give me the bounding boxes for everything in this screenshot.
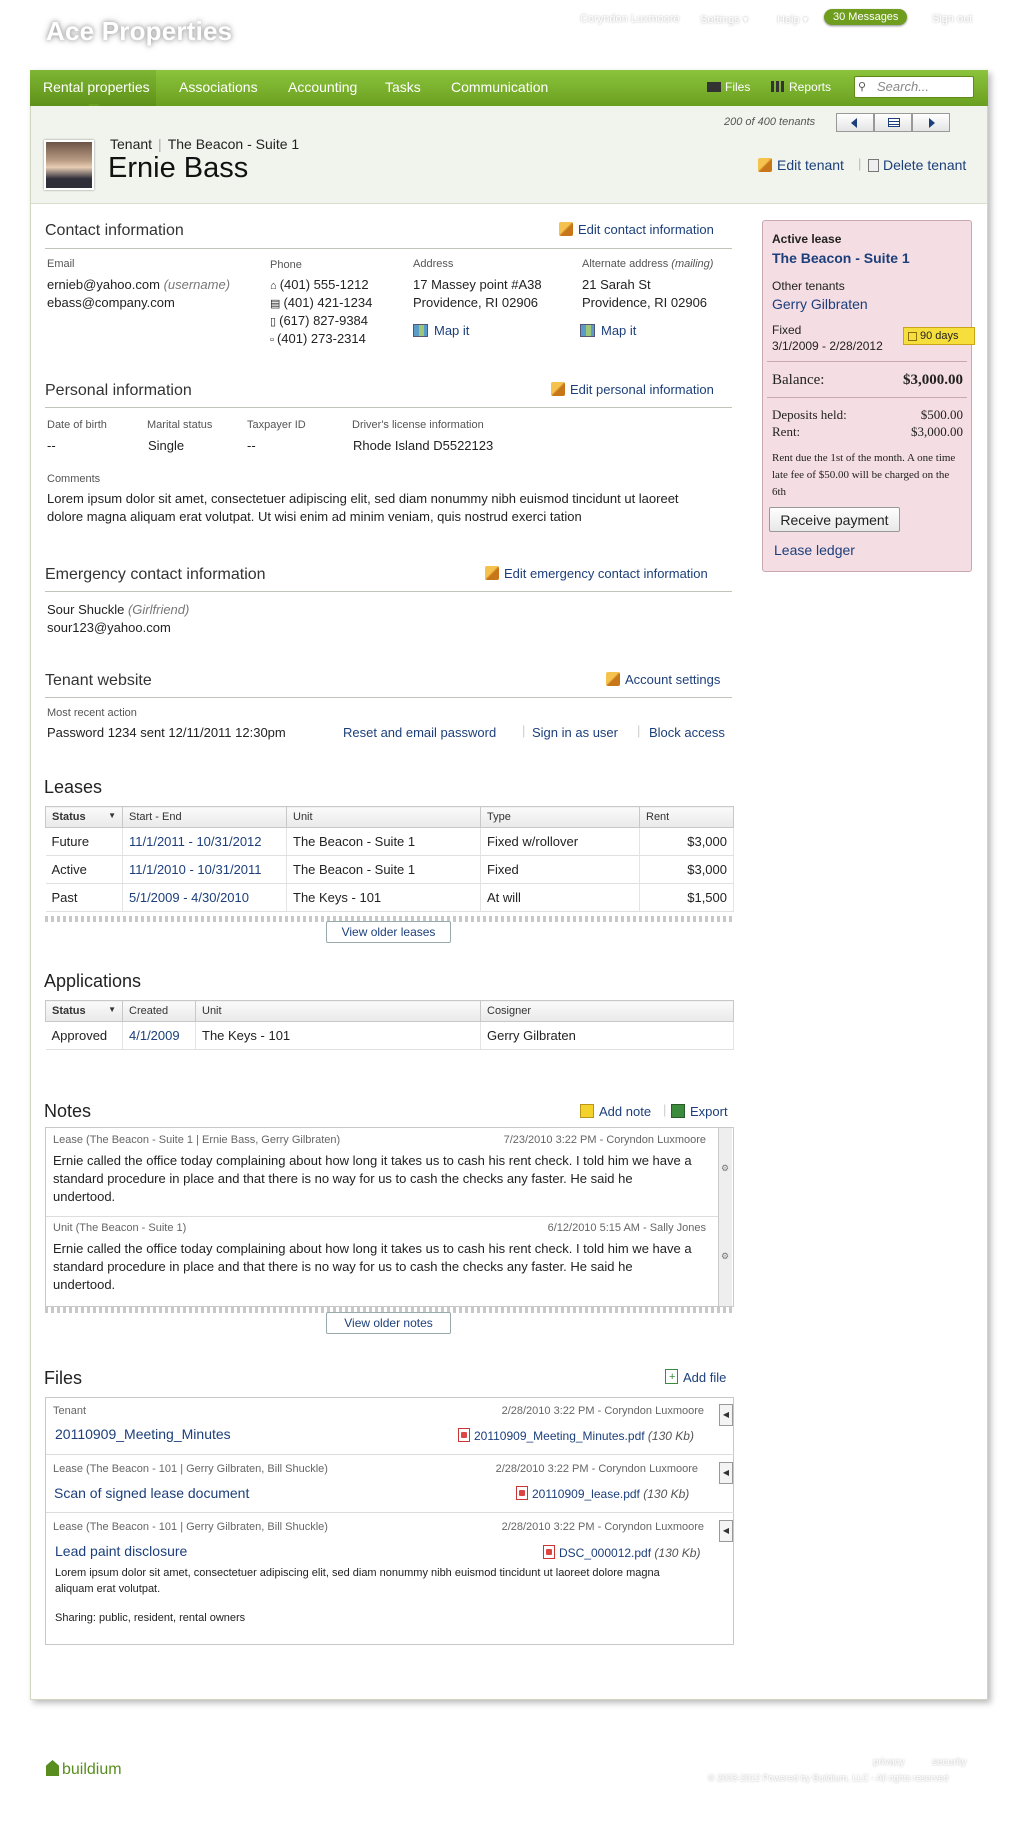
section-divider <box>45 407 732 408</box>
tenant-property[interactable]: The Beacon - Suite 1 <box>167 136 300 152</box>
lease-status: Past <box>46 884 123 912</box>
pdf-icon <box>516 1486 528 1500</box>
marital-value: Single <box>148 438 185 453</box>
taxpayer-value: -- <box>247 438 256 453</box>
email-label: Email <box>47 258 75 270</box>
file-size: (130 Kb) <box>647 1429 694 1443</box>
settings-link[interactable] <box>700 13 748 26</box>
section-divider <box>45 248 732 249</box>
divider: | <box>637 723 641 738</box>
recent-action-value: Password 1234 sent 12/11/2011 12:30pm <box>47 725 286 740</box>
view-older-notes-button[interactable]: View older notes <box>326 1312 451 1334</box>
add-file-button[interactable] <box>665 1369 726 1385</box>
search-icon: ⚲ <box>858 81 867 93</box>
lease-type: Fixed <box>481 856 640 884</box>
phone-value: (401) 273-2314 <box>276 331 366 346</box>
nav-rental-properties[interactable]: Rental properties <box>43 79 150 95</box>
excel-icon <box>671 1104 685 1118</box>
pencil-icon <box>606 672 620 686</box>
main-nav <box>30 70 988 106</box>
next-button[interactable] <box>912 113 950 132</box>
lease-terms: Rent due the 1st of the month. A one time late fee of $50.00 will be charged on the 6th <box>772 452 956 498</box>
tenant-role: Tenant <box>110 136 153 152</box>
add-file-label: Add file <box>683 1370 727 1385</box>
notes-scrollbar[interactable] <box>718 1128 732 1306</box>
alt-address-line2: Providence, RI 02906 <box>582 295 708 310</box>
alt-map-it-link[interactable] <box>580 323 636 338</box>
alt-address-note: (mailing) <box>671 258 714 270</box>
file-context: Lease (The Beacon - 101 | Gerry Gilbraten, Bill Shuckle) <box>53 1463 328 1475</box>
alt-address-label <box>582 258 713 270</box>
export-label: Export <box>690 1104 728 1119</box>
table-row[interactable] <box>46 884 734 912</box>
days-remaining: 90 days <box>920 330 959 342</box>
map-icon <box>580 324 595 337</box>
marital-label: Marital status <box>147 419 213 431</box>
note-divider <box>46 1216 718 1217</box>
table-row[interactable] <box>46 856 734 884</box>
prev-button[interactable] <box>836 113 874 132</box>
lease-unit: The Keys - 101 <box>287 884 481 912</box>
lease-rent: $1,500 <box>640 884 734 912</box>
application-status: Approved <box>46 1022 123 1050</box>
chevron-down-icon: ▾ <box>799 14 809 26</box>
applications-title: Applications <box>44 971 142 991</box>
file-meta: 2/28/2010 3:22 PM - Coryndon Luxmoore <box>501 1521 704 1533</box>
block-access-link[interactable]: Block access <box>649 725 725 740</box>
pencil-icon <box>758 158 772 172</box>
account-settings-button[interactable] <box>606 672 720 687</box>
lease-type: At will <box>481 884 640 912</box>
edit-emergency-button[interactable] <box>485 566 708 581</box>
application-created[interactable]: 4/1/2009 <box>123 1022 196 1050</box>
brand-text: buildium <box>62 1761 122 1778</box>
delete-tenant-label: Delete tenant <box>883 157 967 173</box>
building-icon: ▤ <box>270 298 284 310</box>
email-secondary[interactable]: ebass@company.com <box>47 295 175 310</box>
taxpayer-label: Taxpayer ID <box>247 419 306 431</box>
search-input[interactable]: Search... <box>854 76 974 98</box>
pencil-icon <box>551 382 565 396</box>
emergency-section-title: Emergency contact information <box>45 566 266 583</box>
active-lease-title: Active lease <box>772 232 842 246</box>
balance-value: $3,000.00 <box>903 372 963 388</box>
messages-badge[interactable]: 30 Messages <box>824 9 907 25</box>
divider: | <box>522 723 526 738</box>
add-note-label: Add note <box>599 1104 652 1119</box>
rent-value: $3,000.00 <box>911 424 963 439</box>
contact-section-title: Contact information <box>45 222 184 239</box>
phone-label: Phone <box>270 259 302 271</box>
files-title: Files <box>44 1368 83 1388</box>
comments-value: Lorem ipsum dolor sit amet, consectetuer adipiscing elit, sed diam nonummy nibh euismod tincidunt ut laoreet dolore magna aliquam erat volutpat. Ut wisi enim ad minim veniam, quis nostrud exerci tation <box>47 491 679 524</box>
dob-value: -- <box>47 438 56 453</box>
nav-associations[interactable]: Associations <box>179 79 258 95</box>
dob-label: Date of birth <box>47 419 107 431</box>
file-attachment[interactable] <box>516 1486 689 1501</box>
edit-emergency-label: Edit emergency contact information <box>504 566 708 581</box>
email-primary-link[interactable]: ernieb@yahoo.com <box>47 277 160 292</box>
col-unit[interactable]: Unit <box>287 807 481 828</box>
nav-communication[interactable]: Communication <box>451 79 549 95</box>
scroll-handle-icon[interactable]: ⚙ <box>720 1251 730 1261</box>
edit-contact-label: Edit contact information <box>578 222 714 237</box>
leases-table <box>45 806 734 912</box>
notes-title: Notes <box>44 1101 92 1121</box>
nav-reports[interactable] <box>771 80 831 94</box>
emergency-email: sour123@yahoo.com <box>47 620 171 635</box>
map-icon <box>413 324 428 337</box>
col-type[interactable]: Type <box>481 807 640 828</box>
file-context: Lease (The Beacon - 101 | Gerry Gilbraten, Bill Shuckle) <box>53 1521 328 1533</box>
note-context: Unit (The Beacon - Suite 1) <box>53 1222 187 1234</box>
table-header-row <box>46 1001 734 1022</box>
table-row[interactable] <box>46 828 734 856</box>
lease-status: Active <box>46 856 123 884</box>
col-cosigner[interactable]: Cosigner <box>481 1001 734 1022</box>
active-lease-unit[interactable]: The Beacon - Suite 1 <box>772 250 910 266</box>
alt-address-line1: 21 Sarah St <box>582 277 651 292</box>
nav-files[interactable] <box>707 80 750 94</box>
address-label: Address <box>413 258 454 270</box>
add-note-button[interactable] <box>580 1104 651 1119</box>
license-label: Driver's license information <box>352 419 484 431</box>
avatar <box>44 140 94 190</box>
file-size: (130 Kb) <box>643 1487 690 1501</box>
fax-icon: ▫ <box>270 334 277 346</box>
section-divider <box>45 697 732 698</box>
personal-section-title: Personal information <box>45 382 192 399</box>
list-icon <box>888 118 900 127</box>
edit-personal-label: Edit personal information <box>570 382 714 397</box>
file-sharing: Sharing: public, resident, rental owners <box>55 1612 246 1624</box>
reset-password-link[interactable]: Reset and email password <box>343 725 497 740</box>
calendar-icon <box>908 332 917 341</box>
address-line1: 17 Massey point #A38 <box>413 277 542 292</box>
page-title: Ernie Bass <box>108 152 249 184</box>
security-link[interactable]: security <box>932 1757 967 1768</box>
home-icon: ⌂ <box>270 280 280 292</box>
application-cosigner: Gerry Gilbraten <box>481 1022 734 1050</box>
file-meta: 2/28/2010 3:22 PM - Coryndon Luxmoore <box>501 1405 704 1417</box>
lease-unit: The Beacon - Suite 1 <box>287 856 481 884</box>
settings-label: Settings <box>700 14 740 26</box>
file-divider <box>46 1512 734 1513</box>
file-name-link[interactable]: 20110909_Meeting_Minutes <box>55 1426 231 1442</box>
note-meta: 7/23/2010 3:22 PM - Coryndon Luxmoore <box>503 1134 706 1146</box>
phone-value: (401) 421-1234 <box>283 295 373 310</box>
divider: | <box>158 136 162 152</box>
buildium-logo[interactable] <box>46 1760 122 1779</box>
divider <box>767 397 967 398</box>
caret-right-icon <box>929 118 935 128</box>
file-meta: 2/28/2010 3:22 PM - Coryndon Luxmoore <box>495 1463 698 1475</box>
col-rent[interactable]: Rent <box>640 807 734 828</box>
divider: | <box>858 156 862 171</box>
add-file-icon: + <box>665 1369 678 1384</box>
copyright: © 2003-2012 Powered by Buildium, LLC - All rights reserved <box>708 1773 949 1783</box>
table-row[interactable] <box>46 1022 734 1050</box>
note-meta: 6/12/2010 5:15 AM - Sally Jones <box>547 1222 706 1234</box>
section-divider <box>45 591 732 592</box>
nav-tasks[interactable]: Tasks <box>385 79 421 95</box>
file-expand-icon[interactable]: ◀ <box>719 1404 733 1426</box>
lease-dates: 3/1/2009 - 2/28/2012 <box>772 339 883 353</box>
email-primary <box>47 277 230 292</box>
edit-personal-button[interactable] <box>551 382 714 397</box>
sign-in-as-user-link[interactable]: Sign in as user <box>532 725 618 740</box>
pager-text: 200 of 400 tenants <box>724 116 816 128</box>
col-dates[interactable]: Start - End <box>123 807 287 828</box>
folder-icon <box>707 82 721 92</box>
lease-type: Fixed w/rollover <box>481 828 640 856</box>
scroll-handle-icon[interactable]: ⚙ <box>720 1163 730 1173</box>
file-name-link[interactable]: Scan of signed lease document <box>54 1485 250 1501</box>
col-status-label: Status <box>52 1005 86 1017</box>
days-remaining-badge <box>903 327 975 345</box>
export-button[interactable] <box>671 1104 728 1119</box>
sort-icon: ▼ <box>108 811 116 820</box>
lease-dates[interactable]: 11/1/2011 - 10/31/2012 <box>123 828 287 856</box>
lease-unit: The Beacon - Suite 1 <box>287 828 481 856</box>
deposits-value: $500.00 <box>920 407 963 422</box>
mobile-icon: ▯ <box>270 316 280 328</box>
other-tenants-label: Other tenants <box>772 279 845 293</box>
lease-type: Fixed <box>772 323 802 337</box>
deposits-label: Deposits held: <box>772 407 847 422</box>
other-tenant-link[interactable]: Gerry Gilbraten <box>772 296 868 312</box>
trash-icon <box>868 159 879 172</box>
lease-rent: $3,000 <box>640 828 734 856</box>
active-lease-box <box>762 220 972 572</box>
comments-label: Comments <box>47 473 101 485</box>
account-settings-label: Account settings <box>625 672 721 687</box>
file-description: Lorem ipsum dolor sit amet, consectetuer adipiscing elit, sed diam nonummy nibh euismod tincidunt ut laoreet dolore magna aliquam erat volutpat. <box>55 1567 660 1595</box>
file-size: (130 Kb) <box>654 1546 701 1560</box>
col-status-label: Status <box>52 811 86 823</box>
application-unit: The Keys - 101 <box>196 1022 481 1050</box>
edit-tenant-button[interactable] <box>758 157 844 173</box>
note-icon <box>580 1104 594 1118</box>
pencil-icon <box>559 222 573 236</box>
lease-dates[interactable]: 11/1/2010 - 10/31/2011 <box>123 856 287 884</box>
leases-title: Leases <box>44 777 103 797</box>
file-expand-icon[interactable]: ◀ <box>719 1462 733 1484</box>
caret-left-icon <box>851 118 857 128</box>
note-context: Lease (The Beacon - Suite 1 | Ernie Bass, Gerry Gilbraten) <box>53 1134 341 1146</box>
file-name-link[interactable]: Lead paint disclosure <box>55 1543 188 1559</box>
edit-contact-button[interactable] <box>559 222 714 237</box>
table-header-row <box>46 807 734 828</box>
lease-ledger-link[interactable]: Lease ledger <box>774 542 855 558</box>
col-created[interactable]: Created <box>123 1001 196 1022</box>
phone-value: (401) 555-1212 <box>279 277 369 292</box>
email-note: (username) <box>163 277 231 292</box>
pdf-icon <box>458 1428 470 1442</box>
files-label: Files <box>725 80 751 94</box>
applications-table <box>45 1000 734 1050</box>
note-text: Ernie called the office today complaining about how long it takes us to cash his rent check. I told him we have a standard procedure in place and that there is no way for us to cash the checks any faster. He said he undertood. <box>53 1153 692 1204</box>
col-unit[interactable]: Unit <box>196 1001 481 1022</box>
chevron-down-icon: ▾ <box>739 14 749 26</box>
phone-mobile <box>270 313 368 328</box>
pdf-icon <box>543 1545 555 1559</box>
tenant-breadcrumb <box>110 136 299 152</box>
lease-dates[interactable]: 5/1/2009 - 4/30/2010 <box>123 884 287 912</box>
view-older-leases-button[interactable]: View older leases <box>326 921 451 943</box>
phone-value: (617) 827-9384 <box>279 313 369 328</box>
col-status[interactable] <box>46 1001 123 1022</box>
recent-action-label: Most recent action <box>47 707 137 719</box>
file-attachment[interactable] <box>458 1428 694 1443</box>
user-name: Coryndon Luxmoore <box>580 13 680 25</box>
file-attachment[interactable] <box>543 1545 700 1560</box>
emergency-relation: (Girlfriend) <box>127 602 190 617</box>
signout-link[interactable]: Sign out <box>932 13 973 25</box>
col-status[interactable] <box>46 807 123 828</box>
phone-fax <box>270 331 366 346</box>
reports-label: Reports <box>789 80 832 94</box>
map-it-link[interactable] <box>413 323 469 338</box>
divider <box>767 361 967 362</box>
receive-payment-button[interactable]: Receive payment <box>769 507 900 532</box>
rent-label: Rent: <box>772 424 801 439</box>
file-context: Tenant <box>53 1405 87 1417</box>
delete-tenant-button[interactable] <box>868 157 966 173</box>
phone-home <box>270 277 369 292</box>
file-attachment-link[interactable]: DSC_000012.pdf <box>559 1546 652 1560</box>
edit-tenant-label: Edit tenant <box>777 157 844 173</box>
note-text: Ernie called the office today complaining about how long it takes us to cash his rent check. I told him we have a standard procedure in place and that there is no way for us to cash the checks any faster. He said he undertood. <box>53 1241 692 1292</box>
pencil-icon <box>485 566 499 580</box>
file-divider <box>46 1454 734 1455</box>
address-line2: Providence, RI 02906 <box>413 295 539 310</box>
divider: | <box>663 1102 667 1117</box>
website-section-title: Tenant website <box>45 672 152 689</box>
app-title[interactable]: Ace Properties <box>46 16 233 46</box>
alt-address-label-text: Alternate address <box>582 258 669 270</box>
map-it-label: Map it <box>601 323 637 338</box>
file-attachment-link[interactable]: 20110909_lease.pdf <box>532 1487 640 1501</box>
emergency-contact <box>47 602 189 617</box>
help-label: Help <box>777 14 800 26</box>
privacy-link[interactable]: privacy <box>873 1757 905 1768</box>
bar-chart-icon <box>771 81 785 92</box>
lease-status: Future <box>46 828 123 856</box>
lease-rent: $3,000 <box>640 856 734 884</box>
emergency-name: Sour Shuckle <box>47 602 125 617</box>
sort-icon: ▼ <box>108 1005 116 1014</box>
file-attachment-link[interactable]: 20110909_Meeting_Minutes.pdf <box>474 1429 645 1443</box>
list-button[interactable] <box>874 113 912 132</box>
file-expand-icon[interactable]: ◀ <box>719 1520 733 1542</box>
help-link[interactable] <box>777 13 808 26</box>
balance-label: Balance: <box>772 372 825 388</box>
map-it-label: Map it <box>434 323 470 338</box>
house-icon <box>46 1760 59 1776</box>
nav-accounting[interactable]: Accounting <box>288 79 358 95</box>
license-value: Rhode Island D5522123 <box>353 438 494 453</box>
phone-work <box>270 295 372 310</box>
